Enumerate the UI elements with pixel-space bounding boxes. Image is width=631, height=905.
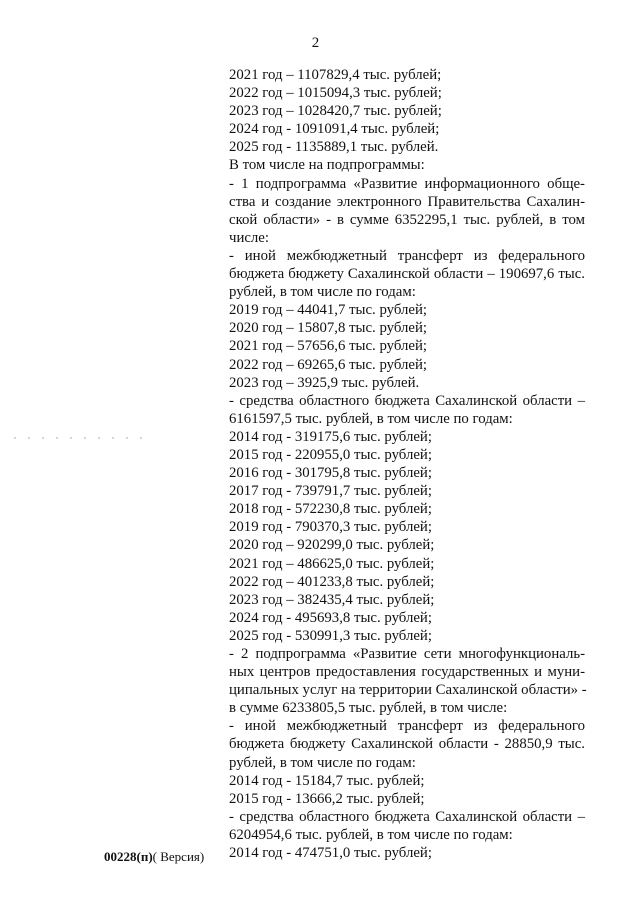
- text-line: 2023 год – 1028420,7 тыс. рублей;: [229, 103, 442, 120]
- text-line: - 1 подпрограмма «Развитие информационного обще-: [229, 175, 585, 192]
- text-line: 2024 год - 495693,8 тыс. рублей;: [229, 609, 432, 626]
- document-footer: [104, 849, 204, 865]
- text-line: 2014 год - 15184,7 тыс. рублей;: [229, 772, 425, 789]
- text-line: 2015 год - 13666,2 тыс. рублей;: [229, 790, 425, 807]
- text-line: 6204954,6 тыс. рублей, в том числе по годам:: [229, 826, 513, 843]
- text-line: рублей, в том числе по годам:: [229, 284, 416, 301]
- text-line: бюджета бюджету Сахалинской области - 28850,9 тыс.: [229, 736, 585, 753]
- text-line: 2016 год - 301795,8 тыс. рублей;: [229, 465, 432, 482]
- text-line: - иной межбюджетный трансферт из федерального: [229, 718, 585, 735]
- text-line: ства и создание электронного Правительства Сахалин-: [229, 193, 585, 210]
- text-line: 2020 год – 920299,0 тыс. рублей;: [229, 537, 435, 554]
- text-line: 2025 год - 1135889,1 тыс. рублей.: [229, 139, 439, 156]
- text-line: рублей, в том числе по годам:: [229, 754, 416, 771]
- text-line: - средства областного бюджета Сахалинской области –: [229, 808, 585, 825]
- text-line: ципальных услуг на территории Сахалинской области» -: [229, 682, 587, 699]
- text-line: ных центров предоставления государственных и муни-: [229, 664, 585, 681]
- text-line: 2014 год - 474751,0 тыс. рублей;: [229, 845, 432, 862]
- text-line: числе:: [229, 229, 269, 246]
- footer-code: 00228(п): [104, 849, 153, 864]
- text-line: 2025 год - 530991,3 тыс. рублей;: [229, 627, 432, 644]
- text-line: - средства областного бюджета Сахалинской области –: [229, 392, 585, 409]
- text-line: 2024 год - 1091091,4 тыс. рублей;: [229, 121, 440, 138]
- text-line: в сумме 6233805,5 тыс. рублей, в том числе:: [229, 700, 508, 717]
- text-line: 2019 год – 44041,7 тыс. рублей;: [229, 302, 428, 319]
- text-line: 2019 год - 790370,3 тыс. рублей;: [229, 519, 432, 536]
- text-line: 2015 год - 220955,0 тыс. рублей;: [229, 446, 432, 463]
- text-line: 2017 год - 739791,7 тыс. рублей;: [229, 483, 432, 500]
- text-line: 6161597,5 тыс. рублей, в том числе по годам:: [229, 410, 513, 427]
- footer-version: ( Версия): [152, 849, 205, 864]
- text-line: 2021 год – 57656,6 тыс. рублей;: [229, 338, 428, 355]
- text-line: 2021 год – 1107829,4 тыс. рублей;: [229, 67, 442, 83]
- text-line: ской области» - в сумме 6352295,1 тыс. рублей, в том: [229, 211, 585, 228]
- text-line: 2018 год - 572230,8 тыс. рублей;: [229, 501, 432, 518]
- document-body: [229, 66, 585, 862]
- text-line: В том числе на подпрограммы:: [229, 157, 425, 174]
- text-line: 2022 год – 401233,8 тыс. рублей;: [229, 573, 435, 590]
- text-line: 2014 год - 319175,6 тыс. рублей;: [229, 428, 432, 445]
- text-line: - иной межбюджетный трансферт из федерального: [229, 247, 585, 264]
- text-line: 2023 год – 3925,9 тыс. рублей.: [229, 374, 420, 391]
- text-line: 2022 год – 1015094,3 тыс. рублей;: [229, 85, 442, 102]
- text-line: - 2 подпрограмма «Развитие сети многофункциональ-: [229, 646, 585, 662]
- text-line: 2023 год – 382435,4 тыс. рублей;: [229, 591, 435, 608]
- text-line: 2020 год – 15807,8 тыс. рублей;: [229, 320, 428, 337]
- text-line: 2021 год – 486625,0 тыс. рублей;: [229, 555, 435, 572]
- text-line: 2022 год – 69265,6 тыс. рублей;: [229, 356, 428, 373]
- scan-artifact: [8, 437, 148, 439]
- text-line: бюджета бюджету Сахалинской области – 190697,6 тыс.: [229, 266, 585, 283]
- page-number: 2: [311, 35, 320, 51]
